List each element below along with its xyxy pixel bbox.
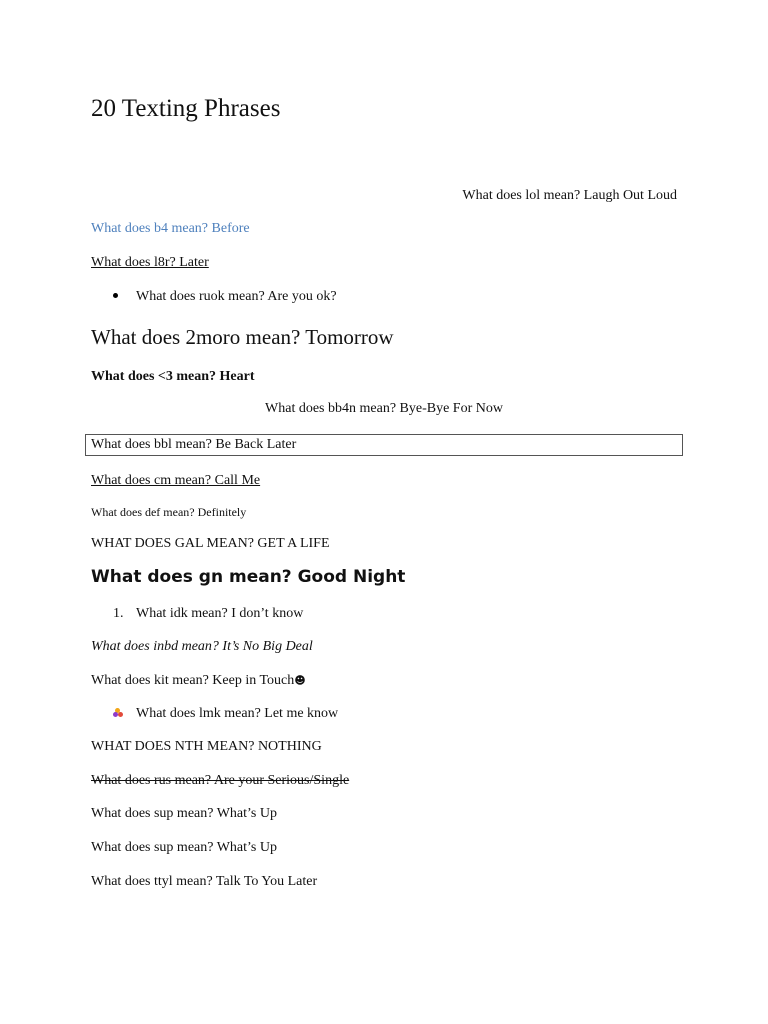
bullet-item-ruok <box>113 290 337 304</box>
line-gal: WHAT DOES GAL MEAN? GET A LIFE <box>91 536 330 551</box>
line-inbd: What does inbd mean? It’s No Big Deal <box>91 639 313 654</box>
line-def: What does def mean? Definitely <box>91 505 247 519</box>
flower-bullet-icon <box>113 707 136 721</box>
line-kit-row <box>91 674 306 688</box>
line-sup-2: What does sup mean? What’s Up <box>91 840 277 855</box>
line-nth: WHAT DOES NTH MEAN? NOTHING <box>91 739 322 754</box>
line-idk: What idk mean? I don’t know <box>136 606 304 621</box>
line-lol: What does lol mean? Laugh Out Loud <box>462 188 677 203</box>
line-ttyl: What does ttyl mean? Talk To You Later <box>91 874 318 889</box>
line-ruok: What does ruok mean? Are you ok? <box>136 289 337 304</box>
list-number: 1. <box>113 606 124 621</box>
smiley-icon: ☻ <box>294 674 306 687</box>
line-heart: What does <3 mean? Heart <box>91 369 255 384</box>
line-lmk: What does lmk mean? Let me know <box>136 706 339 721</box>
line-rus: What does rus mean? Are your Serious/Single <box>91 773 350 788</box>
document-title: 20 Texting Phrases <box>91 95 281 122</box>
bullet-icon <box>113 290 136 304</box>
numbered-item-idk <box>113 607 303 621</box>
line-bbl: What does bbl mean? Be Back Later <box>91 437 297 452</box>
bordered-paragraph-bbl <box>85 434 683 456</box>
line-l8r: What does l8r? Later <box>91 255 209 270</box>
line-cm: What does cm mean? Call Me <box>91 473 261 488</box>
line-bb4n: What does bb4n mean? Bye-Bye For Now <box>265 401 503 416</box>
line-gn: What does gn mean? Good Night <box>91 567 406 587</box>
line-2moro-heading: What does 2moro mean? Tomorrow <box>91 325 394 349</box>
line-sup-1: What does sup mean? What’s Up <box>91 806 277 821</box>
line-kit: What does kit mean? Keep in Touch <box>91 673 295 688</box>
bullet-item-lmk <box>113 707 338 721</box>
line-b4: What does b4 mean? Before <box>91 221 250 236</box>
